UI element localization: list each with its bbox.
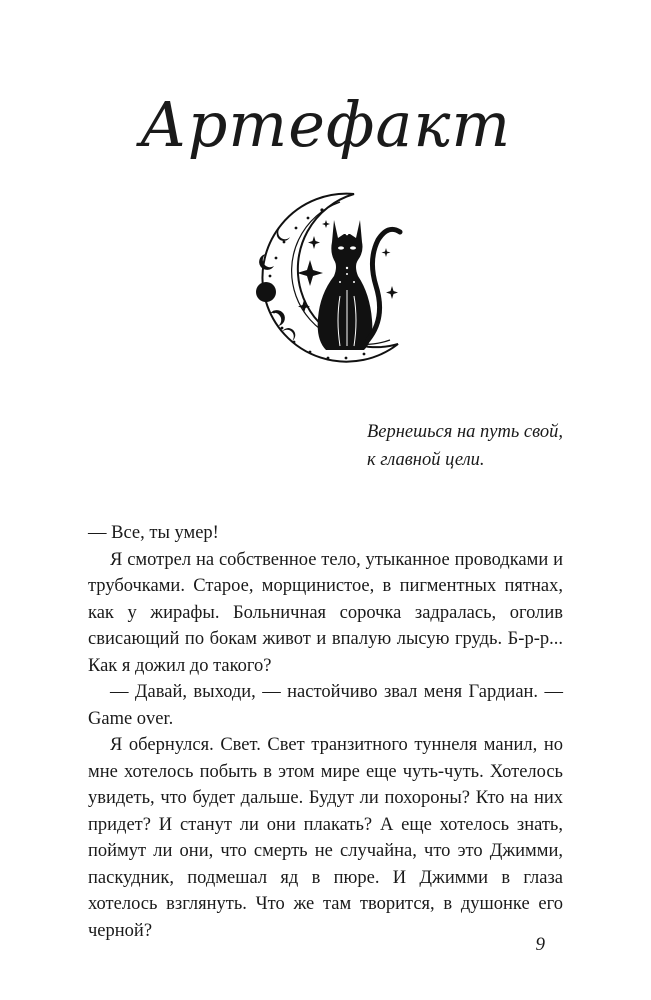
- chapter-body: [88, 520, 563, 944]
- page-number: 9: [535, 934, 545, 955]
- epigraph: [367, 418, 563, 474]
- paragraph: — Все, ты умер!: [88, 523, 219, 543]
- paragraph: — Давай, выходи, — настойчиво звал меня Гардиан. — Game over.: [88, 682, 563, 729]
- chapter-title: Артефакт: [139, 88, 512, 161]
- crescent-moon-cat-icon: [244, 190, 410, 366]
- epigraph-line-1: Вернешься на путь свой,: [366, 422, 563, 442]
- paragraph: Я обернулся. Свет. Свет транзитного туннеля манил, но мне хотелось побыть в этом мире еще чуть-чуть. Хотелось увидеть, что будет дальше. Будут ли похороны? Кто на них придет? И станут ли они плакать? А еще хотелось знать, поймут ли они, что смерть не случайна, что это Джимми, паскудник, подмешал яд в пюре. И Джимми в глаза хотелось взглянуть. Что же там творится, в душонке его черной?: [88, 735, 563, 941]
- epigraph-line-2: к главной цели.: [366, 450, 485, 470]
- paragraph: Я смотрел на собственное тело, утыканное проводками и трубочками. Старое, морщинистое, в пигментных пятнах, как у жирафы. Больничная сорочка задралась, оголив свисающий по бокам живот и впалую лысую грудь. Б-р-р... Как я дожил до такого?: [88, 549, 563, 676]
